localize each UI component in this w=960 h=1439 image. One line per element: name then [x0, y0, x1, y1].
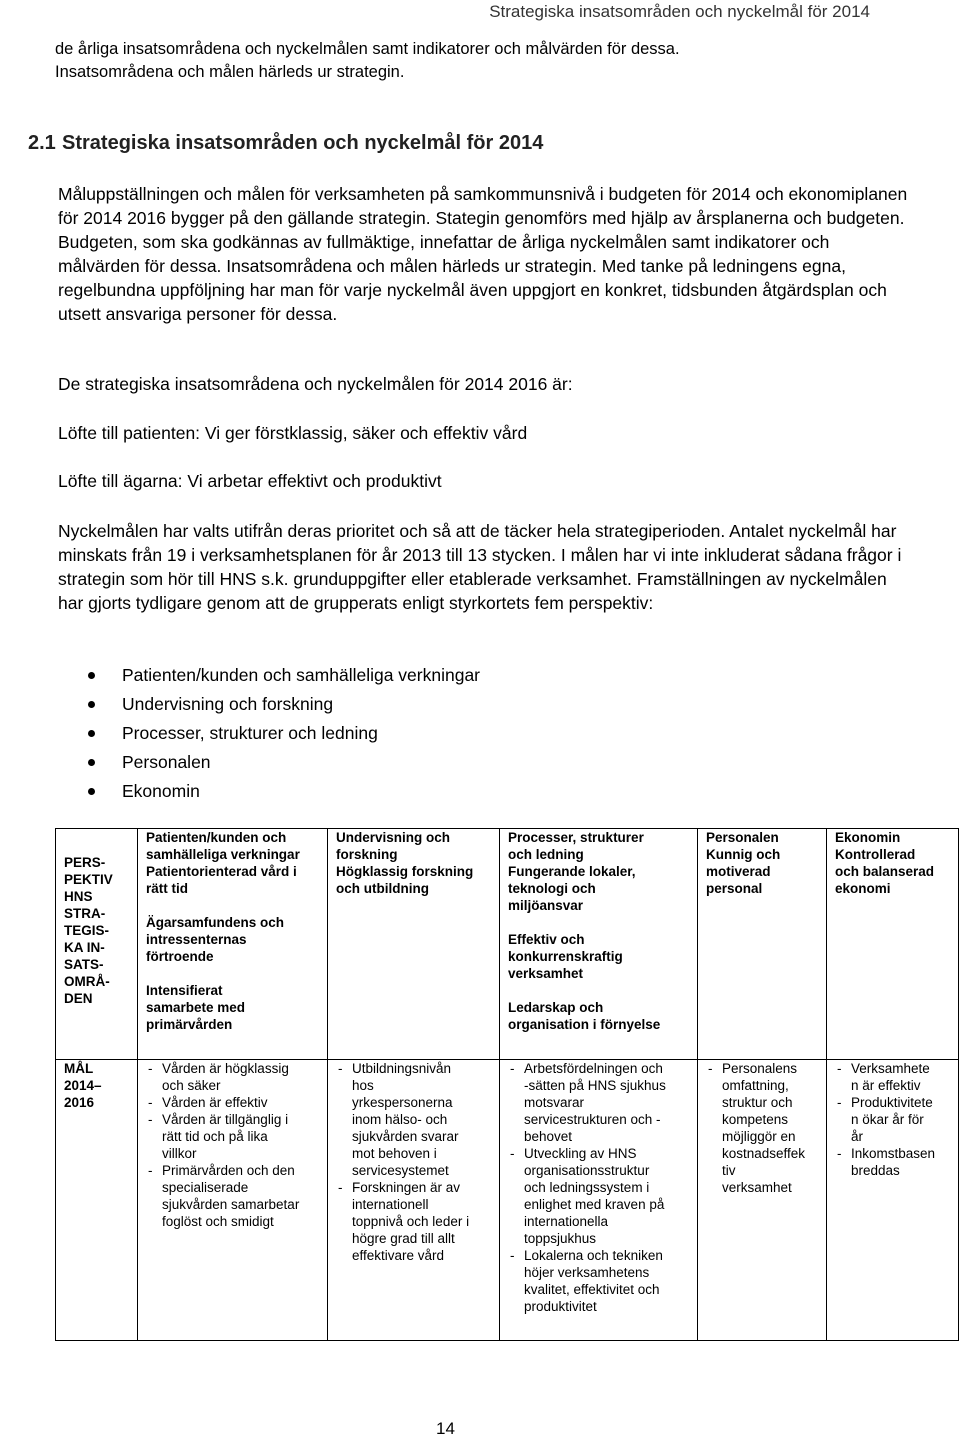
list-item [336, 1179, 491, 1264]
goal-list [835, 1060, 950, 1179]
cell-line: n ökar år för [851, 1112, 924, 1127]
cell-line: samarbete med [146, 1000, 246, 1015]
cell-line: internationella [524, 1214, 609, 1229]
cell-line: verksamhet [508, 966, 584, 981]
table-row [56, 829, 959, 1060]
list-item [146, 1094, 319, 1111]
cell-line: sjukvården svarar [352, 1129, 459, 1144]
strategy-table [55, 828, 959, 1341]
cell-line: omfattning, [722, 1078, 789, 1093]
cell-line: miljöansvar [508, 898, 584, 913]
list-item: Ekonomin [86, 777, 480, 806]
carry-over-line: de årliga insatsområdena och nyckelmålen samt indikatorer och målvärden för dessa. [55, 40, 680, 58]
row-header-goals [56, 1060, 138, 1341]
goal-list [508, 1060, 689, 1315]
section-title: Strategiska insatsområden och nyckelmål för 2014 [62, 132, 544, 154]
list-item [835, 1145, 950, 1179]
list-item: Patienten/kunden och samhälleliga verkningar [86, 661, 480, 690]
bullet-icon [88, 701, 95, 708]
cell-line: teknologi och [508, 881, 596, 896]
cell-line: breddas [851, 1163, 900, 1178]
cell-patient [138, 829, 328, 1060]
cell-line: TEGIS- [64, 923, 110, 938]
cell-line: hos [352, 1078, 374, 1093]
cell-line: produktivitet [524, 1299, 597, 1314]
cell-line: toppnivå och leder i [352, 1214, 470, 1229]
cell-line: organisationsstruktur [524, 1163, 650, 1178]
list-item [146, 1111, 319, 1162]
cell-line: MÅL [64, 1061, 94, 1076]
cell-line: - Vården är effektiv [162, 1095, 268, 1110]
cell-line: Kunnig och [706, 847, 781, 862]
cell-line: n är effektiv [851, 1078, 921, 1093]
bullet-icon [88, 672, 95, 679]
cell-line: toppsjukhus [524, 1231, 597, 1246]
intro-paragraph: Måluppställningen och målen för verksamheten på samkommunsnivå i budgeten för 2014 och ekonomiplanen för 2014 2016 bygger på den gällande strategin. Stategin genomförs med hjälp av årsplanerna och budgeten. Budgeten, som ska godkännas av fullmäktige, innefattar de årliga nyckelmålen samt indikatorer och målvärden för dessa. Insatsområdena och målen härleds ur strategin. Med tanke på ledningens egna, regelbundna uppföljning har man för varje nyckelmål även uppgjort en konkret, tidsbunden åtgärdsplan och utsett ansvariga personer för dessa. [58, 184, 908, 324]
spacer [146, 897, 319, 914]
goals-economy [827, 1060, 959, 1341]
cell-line: - Utbildningsnivån [352, 1061, 452, 1076]
goal-list [146, 1060, 319, 1230]
running-header: Strategiska insatsområden och nyckelmål för 2014 [489, 2, 870, 21]
cell-line: primärvården [146, 1017, 233, 1032]
goals-education [328, 1060, 500, 1341]
goals-patient [138, 1060, 328, 1341]
cell-line: 2016 [64, 1095, 95, 1110]
cell-line: DEN [64, 991, 93, 1006]
cell-line: kompetens [722, 1112, 789, 1127]
cell-line: - Primärvården och den [162, 1163, 295, 1178]
cell-line: Kontrollerad [835, 847, 916, 862]
cell-line: HNS [64, 889, 93, 904]
cell-line: kvalitet, effektivitet och [524, 1282, 660, 1297]
cell-line: - Inkomstbasen [851, 1146, 936, 1161]
spacer [508, 982, 689, 999]
list-item [508, 1145, 689, 1247]
cell-line: PERS- [64, 855, 106, 870]
bullet-icon [88, 788, 95, 795]
cell-line: och balanserad [835, 864, 935, 879]
cell-line: rätt tid [146, 881, 188, 896]
promise-patient: Löfte till patienten: Vi ger förstklassig, säker och effektiv vård [58, 423, 528, 443]
list-item [508, 1060, 689, 1145]
list-item [146, 1162, 319, 1230]
cell-line: rätt tid och på lika [162, 1129, 268, 1144]
cell-line: höjer verksamhetens [524, 1265, 650, 1280]
page-number: 14 [436, 1419, 455, 1438]
list-item [336, 1060, 491, 1179]
list-item [835, 1060, 950, 1094]
cell-processes [500, 829, 698, 1060]
cell-line: intressenternas [146, 932, 247, 947]
cell-line: ekonomi [835, 881, 891, 896]
cell-line: - Lokalerna och tekniken [524, 1248, 663, 1263]
row-header-areas [56, 829, 138, 1060]
cell-line: yrkespersonerna [352, 1095, 453, 1110]
cell-line: servicestrukturen och - [524, 1112, 661, 1127]
cell-line: - Verksamhete [851, 1061, 930, 1076]
cell-line: och utbildning [336, 881, 429, 896]
key-goals-paragraph: Nyckelmålen har valts utifrån deras prioritet och så att de täcker hela strategiperioden. Antalet nyckelmål har minskats från 19 i verksamhetsplanen för år 2013 till 13 stycken. I målen har vi inte inkluderat sådana frågor i strategin som hör till HNS s.k. grunduppgifter eller etablerade verksamhet. Framställningen av nyckelmålen har gjorts tydligare genom att de grupperats enligt styrkortets fem perspektiv: [58, 521, 902, 613]
cell-line: villkor [162, 1146, 197, 1161]
cell-education [328, 829, 500, 1060]
cell-line: Högklassig forskning [336, 864, 474, 879]
list-item [146, 1060, 319, 1094]
cell-line: samhälleliga verkningar [146, 847, 300, 862]
cell-line: högre grad till allt [352, 1231, 455, 1246]
cell-line: servicesystemet [352, 1163, 449, 1178]
cell-line: - Vården är högklassig [162, 1061, 289, 1076]
section-number: 2.1 [28, 132, 56, 154]
cell-line: förtroende [146, 949, 214, 964]
cell-line: effektivare vård [352, 1248, 445, 1263]
cell-line: tiv [722, 1163, 736, 1178]
cell-line: - Utveckling av HNS [524, 1146, 637, 1161]
cell-line: struktur och [722, 1095, 793, 1110]
cell-line: enlighet med kraven på [524, 1197, 665, 1212]
spacer [146, 965, 319, 982]
cell-line: specialiserade [162, 1180, 249, 1195]
cell-line: Ledarskap och [508, 1000, 604, 1015]
cell-line: Ägarsamfundens och [146, 915, 285, 930]
cell-line: sjukvården samarbetar [162, 1197, 300, 1212]
cell-line: år [851, 1129, 864, 1144]
cell-line: internationell [352, 1197, 429, 1212]
cell-line: och säker [162, 1078, 221, 1093]
bullet-icon [88, 759, 95, 766]
cell-line: och ledning [508, 847, 584, 862]
section-heading [28, 132, 543, 155]
cell-line: Personalen [706, 830, 779, 845]
goals-personnel [698, 1060, 827, 1341]
cell-line: SATS- [64, 957, 104, 972]
list-item [706, 1060, 818, 1196]
cell-line: forskning [336, 847, 398, 862]
list-item [835, 1094, 950, 1145]
cell-line: motiverad [706, 864, 771, 879]
cell-line: behovet [524, 1129, 573, 1144]
cell-line: Effektiv och [508, 932, 585, 947]
perspective-list [86, 661, 480, 806]
bullet-icon [88, 730, 95, 737]
promise-owners: Löfte till ägarna: Vi arbetar effektivt och produktivt [58, 471, 442, 491]
cell-line: 2014– [64, 1078, 102, 1093]
cell-line: -sätten på HNS sjukhus [524, 1078, 666, 1093]
cell-line: Fungerande lokaler, [508, 864, 636, 879]
cell-line: konkurrenskraftig [508, 949, 623, 964]
cell-line: Processer, strukturer [508, 830, 644, 845]
cell-line: kostnadseffek [722, 1146, 806, 1161]
table-row [56, 1060, 959, 1341]
list-item [508, 1247, 689, 1315]
goal-list [706, 1060, 818, 1196]
cell-line: - Personalens [722, 1061, 798, 1076]
cell-line: - Forskningen är av [352, 1180, 461, 1195]
cell-line: inom hälso- och [352, 1112, 448, 1127]
cell-line: OMRÅ- [64, 974, 110, 989]
cell-line: - Vården är tillgänglig i [162, 1112, 289, 1127]
cell-line: STRA- [64, 906, 106, 921]
cell-line: Intensifierat [146, 983, 223, 998]
cell-line: organisation i förnyelse [508, 1017, 661, 1032]
carry-over-line: Insatsområdena och målen härleds ur strategin. [55, 63, 405, 81]
goal-list [336, 1060, 491, 1264]
cell-economy [827, 829, 959, 1060]
list-item: Personalen [86, 748, 480, 777]
cell-line: KA IN- [64, 940, 105, 955]
cell-line: PEKTIV [64, 872, 113, 887]
cell-line: - Arbetsfördelningen och [524, 1061, 663, 1076]
cell-line: foglöst och smidigt [162, 1214, 274, 1229]
cell-line: motsvarar [524, 1095, 585, 1110]
cell-line: Patientorienterad vård i [146, 864, 297, 879]
cell-line: personal [706, 881, 763, 896]
cell-line: Ekonomin [835, 830, 901, 845]
cell-personnel [698, 829, 827, 1060]
areas-lead-paragraph: De strategiska insatsområdena och nyckelmålen för 2014 2016 är: [58, 374, 573, 394]
cell-line: mot behoven i [352, 1146, 437, 1161]
cell-line: möjliggör en [722, 1129, 796, 1144]
cell-line: och ledningssystem i [524, 1180, 650, 1195]
cell-line: Patienten/kunden och [146, 830, 287, 845]
list-item: Undervisning och forskning [86, 690, 480, 719]
spacer [508, 914, 689, 931]
list-item: Processer, strukturer och ledning [86, 719, 480, 748]
carry-over-text [55, 38, 915, 84]
cell-line: Undervisning och [336, 830, 451, 845]
goals-processes [500, 1060, 698, 1341]
cell-line: - Produktivitete [851, 1095, 933, 1110]
cell-line: verksamhet [722, 1180, 792, 1195]
